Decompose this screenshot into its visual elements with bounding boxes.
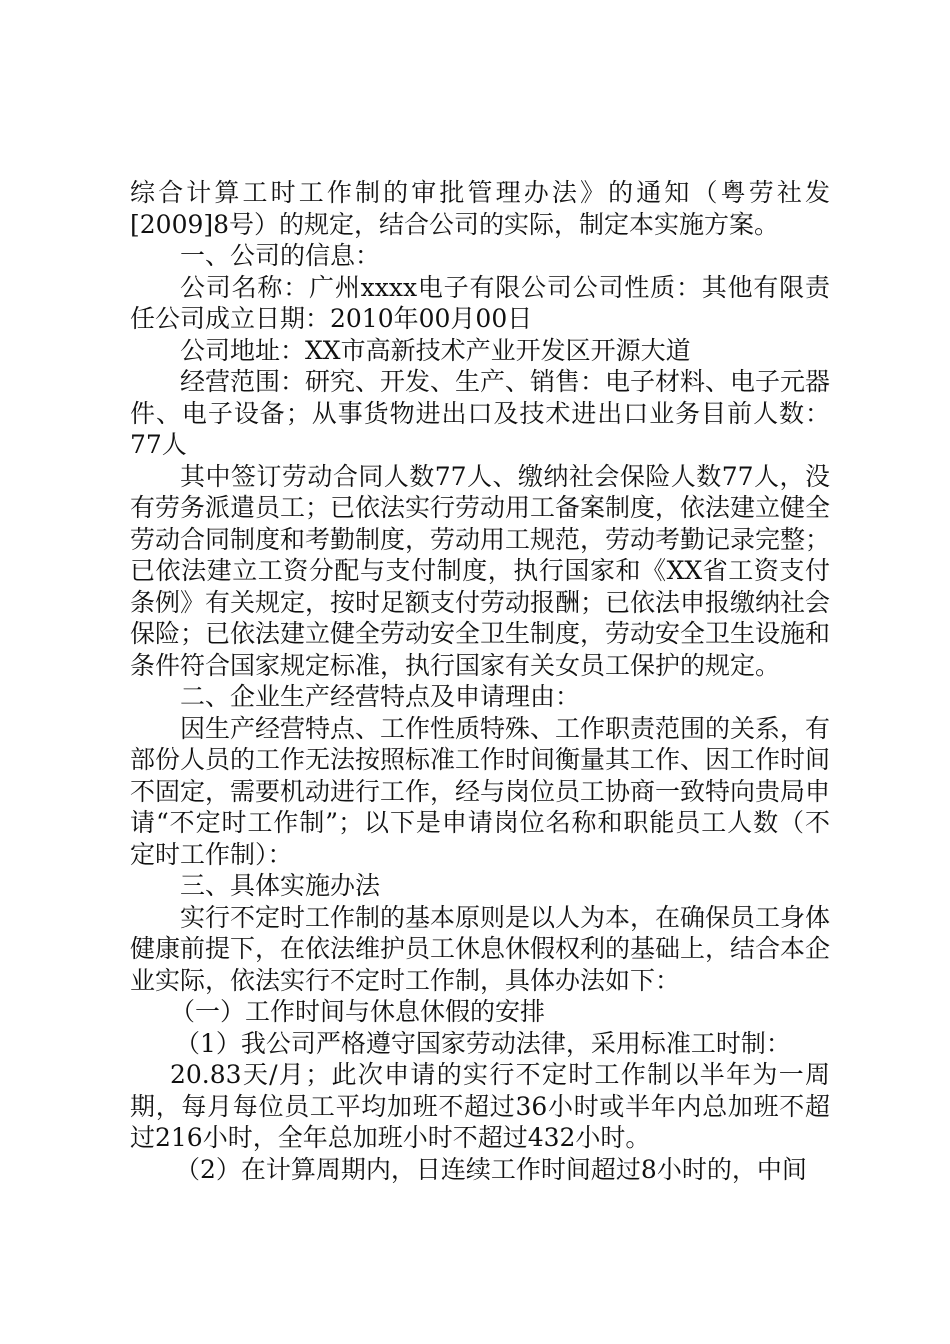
paragraph-item-1: （1）我公司严格遵守国家劳动法律，采用标准工时制：: [175, 1028, 791, 1058]
paragraph-intro: 综合计算工时工作制的审批管理办法》的通知（粤劳社发[2009]8号）的规定，结合公司的实际，制定本实施方案。: [130, 178, 830, 239]
paragraph-company-address: 公司地址：XX市高新技术产业开发区开源大道: [180, 335, 691, 365]
heading-work-rest-arrangement: （一）工作时间与休息休假的安排: [170, 997, 546, 1026]
paragraph-principles: 实行不定时工作制的基本原则是以人为本，在确保员工身体健康前提下，在依法维护员工休息休假权利的基础上，结合本企业实际，依法实行不定时工作制，具体办法如下：: [130, 902, 831, 995]
heading-company-info: 一、公司的信息：: [180, 241, 381, 270]
paragraph-overtime-limits: 20.83天/月；此次申请的实行不定时工作制以半年为一周期，每月每位员工平均加班不超过36小时或半年内总加班不超过216小时，全年总加班小时不超过432小时。: [130, 1060, 830, 1152]
paragraph-labor-compliance: 其中签订劳动合同人数77人、缴纳社会保险人数77人，没有劳务派遣员工；已依法实行劳动用工备案制度，依法建立健全劳动合同制度和考勤制度，劳动用工规范，劳动考勤记录完整；已依法建立工资分配与支付制度，执行国家和《XX省工资支付条例》有关规定，按时足额支付劳动报酬；已依法申报缴纳社会保险；已依法建立健全劳动安全卫生制度，劳动安全卫生设施和条件符合国家规定标准，执行国家有关女员工保护的规定。: [130, 461, 831, 680]
heading-implementation: 三、具体实施办法: [180, 871, 381, 900]
document-body: [130, 177, 830, 1185]
paragraph-business-scope: 经营范围：研究、开发、生产、销售：电子材料、电子元器件、电子设备；从事货物进出口及技术进出口业务目前人数：77人: [130, 367, 831, 459]
paragraph-company-name: 公司名称：广州xxxx电子有限公司公司性质：其他有限责任公司成立日期：2010年00月00日: [130, 272, 830, 333]
heading-application-reason: 二、企业生产经营特点及申请理由：: [180, 682, 581, 711]
paragraph-application-reason: 因生产经营特点、工作性质特殊、工作职责范围的关系，有部份人员的工作无法按照标准工作时间衡量其工作、因工作时间不固定，需要机动进行工作，经与岗位员工协商一致特向贵局申请“不定时工作制”；以下是申请岗位名称和职能员工人数（不定时工作制）：: [130, 713, 831, 869]
paragraph-item-2: （2）在计算周期内，日连续工作时间超过8小时的，中间: [175, 1154, 807, 1184]
